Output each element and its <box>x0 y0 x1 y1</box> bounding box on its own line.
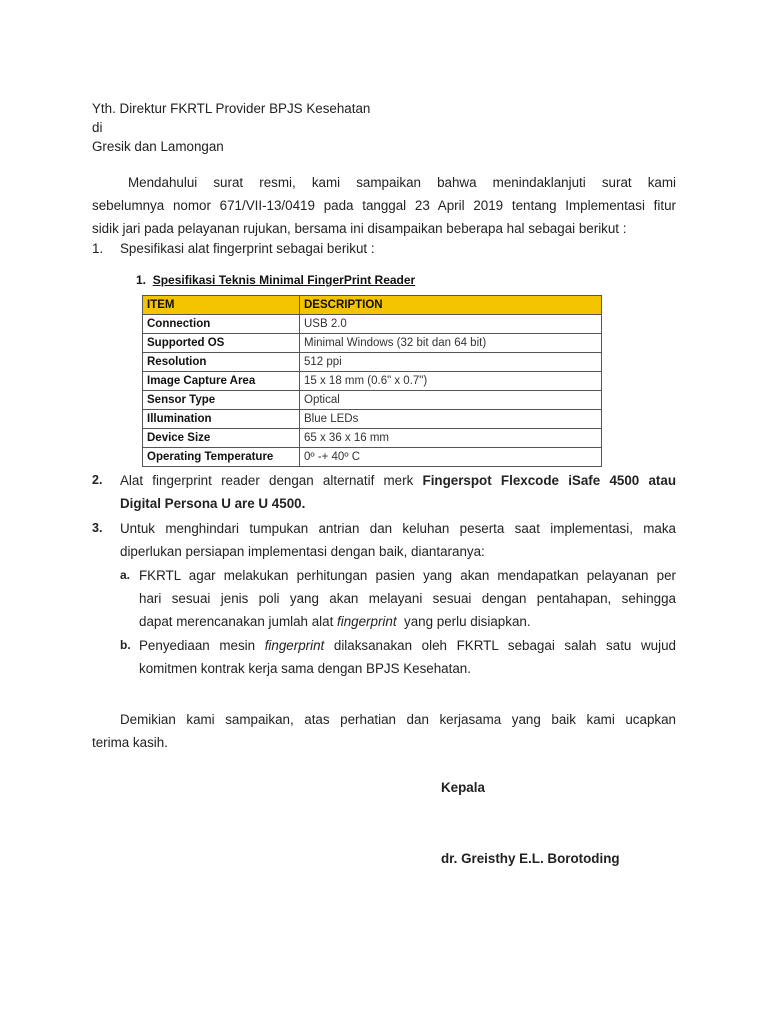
table-row <box>143 353 602 372</box>
list-number: 1. <box>92 241 104 256</box>
recipient-line: Yth. Direktur FKRTL Provider BPJS Kesehatan <box>92 101 371 116</box>
spec-item: Operating Temperature <box>143 448 300 467</box>
table-row <box>143 410 602 429</box>
sub-item-a <box>120 564 676 633</box>
list-item-2 <box>92 469 676 515</box>
spec-table <box>142 295 602 467</box>
column-header: ITEM <box>143 296 300 315</box>
list-number: 3. <box>92 521 103 535</box>
sub-line: dapat merencanakan jumlah alat <box>139 614 338 629</box>
spec-title-text: Spesifikasi Teknis Minimal FingerPrint Reader <box>152 273 416 287</box>
intro-paragraph <box>92 171 676 240</box>
sub-item-b <box>120 634 676 680</box>
recipient-line: Gresik dan Lamongan <box>92 139 224 154</box>
spec-item: Supported OS <box>143 334 300 353</box>
closing-line: Demikian kami sampaikan, atas perhatian dan kerjasama yang baik kami ucapkan <box>120 712 676 727</box>
brand-names: Fingerspot Flexcode iSafe 4500 atau <box>422 473 676 488</box>
spec-table-title <box>136 272 415 288</box>
intro-line: sebelumnya nomor 671/VII-13/0419 pada tanggal 23 April 2019 tentang Implementasi fitur <box>92 198 676 213</box>
spec-description: USB 2.0 <box>300 315 602 334</box>
spec-description: 0º -+ 40º C <box>300 448 602 467</box>
spec-description: 512 ppi <box>300 353 602 372</box>
spec-item: Image Capture Area <box>143 372 300 391</box>
sub-line: Penyediaan mesin <box>139 638 265 653</box>
column-header: DESCRIPTION <box>300 296 602 315</box>
recipient-line: di <box>92 120 103 135</box>
spec-description: Optical <box>300 391 602 410</box>
table-row <box>143 391 602 410</box>
fingerprint-term: fingerprint <box>264 638 325 653</box>
brand-names-cont: Digital Persona U are U 4500. <box>120 496 306 511</box>
spec-item: Resolution <box>143 353 300 372</box>
list-text: Untuk menghindari tumpukan antrian dan keluhan peserta saat implementasi, maka diperlukan persiapan implementasi dengan baik, diantaranya: <box>120 521 676 559</box>
spec-description: 15 x 18 mm (0.6" x 0.7") <box>300 372 602 391</box>
spec-item: Device Size <box>143 429 300 448</box>
item2-text: Alat fingerprint reader dengan alternatif merk <box>120 473 423 488</box>
intro-line: Mendahului surat resmi, kami sampaikan bahwa menindaklanjuti surat kami <box>128 175 676 190</box>
sub-line: komitmen kontrak kerja sama dengan BPJS Kesehatan. <box>139 661 471 676</box>
recipient-block <box>92 99 370 156</box>
spec-item: Connection <box>143 315 300 334</box>
spec-item: Sensor Type <box>143 391 300 410</box>
spec-description: Minimal Windows (32 bit dan 64 bit) <box>300 334 602 353</box>
closing-line: terima kasih. <box>92 735 168 750</box>
signatory-name: dr. Greisthy E.L. Borotoding <box>441 851 620 866</box>
spec-description: Blue LEDs <box>300 410 602 429</box>
sub-line-end: dilaksanakan oleh FKRTL sebagai salah satu wujud <box>324 638 676 653</box>
table-header-row <box>143 296 602 315</box>
table-row <box>143 372 602 391</box>
list-number: 2. <box>92 473 103 487</box>
spec-table-figure <box>136 270 606 466</box>
list-item-3 <box>92 517 676 563</box>
intro-line: sidik jari pada pelayanan rujukan, bersama ini disampaikan beberapa hal sebagai berikut : <box>92 221 627 236</box>
sub-line: FKRTL agar melakukan perhitungan pasien yang akan mendapatkan pelayanan per <box>139 568 676 583</box>
table-row <box>143 315 602 334</box>
list-text: Spesifikasi alat fingerprint sebagai berikut : <box>120 241 375 256</box>
signature-title: Kepala <box>441 780 485 795</box>
spec-item: Illumination <box>143 410 300 429</box>
sub-line: hari sesuai jenis poli yang akan melayani sesuai dengan pentahapan, sehingga <box>139 591 676 606</box>
sub-letter: b. <box>120 638 131 652</box>
table-row <box>143 429 602 448</box>
spec-description: 65 x 36 x 16 mm <box>300 429 602 448</box>
table-row <box>143 334 602 353</box>
list-item-1 <box>92 237 676 260</box>
fingerprint-term: fingerprint <box>337 614 397 629</box>
spec-title-number: 1. <box>136 273 147 287</box>
sub-letter: a. <box>120 568 131 582</box>
closing-paragraph <box>92 708 676 754</box>
table-row <box>143 448 602 467</box>
sub-line-end: yang perlu disiapkan. <box>396 614 531 629</box>
